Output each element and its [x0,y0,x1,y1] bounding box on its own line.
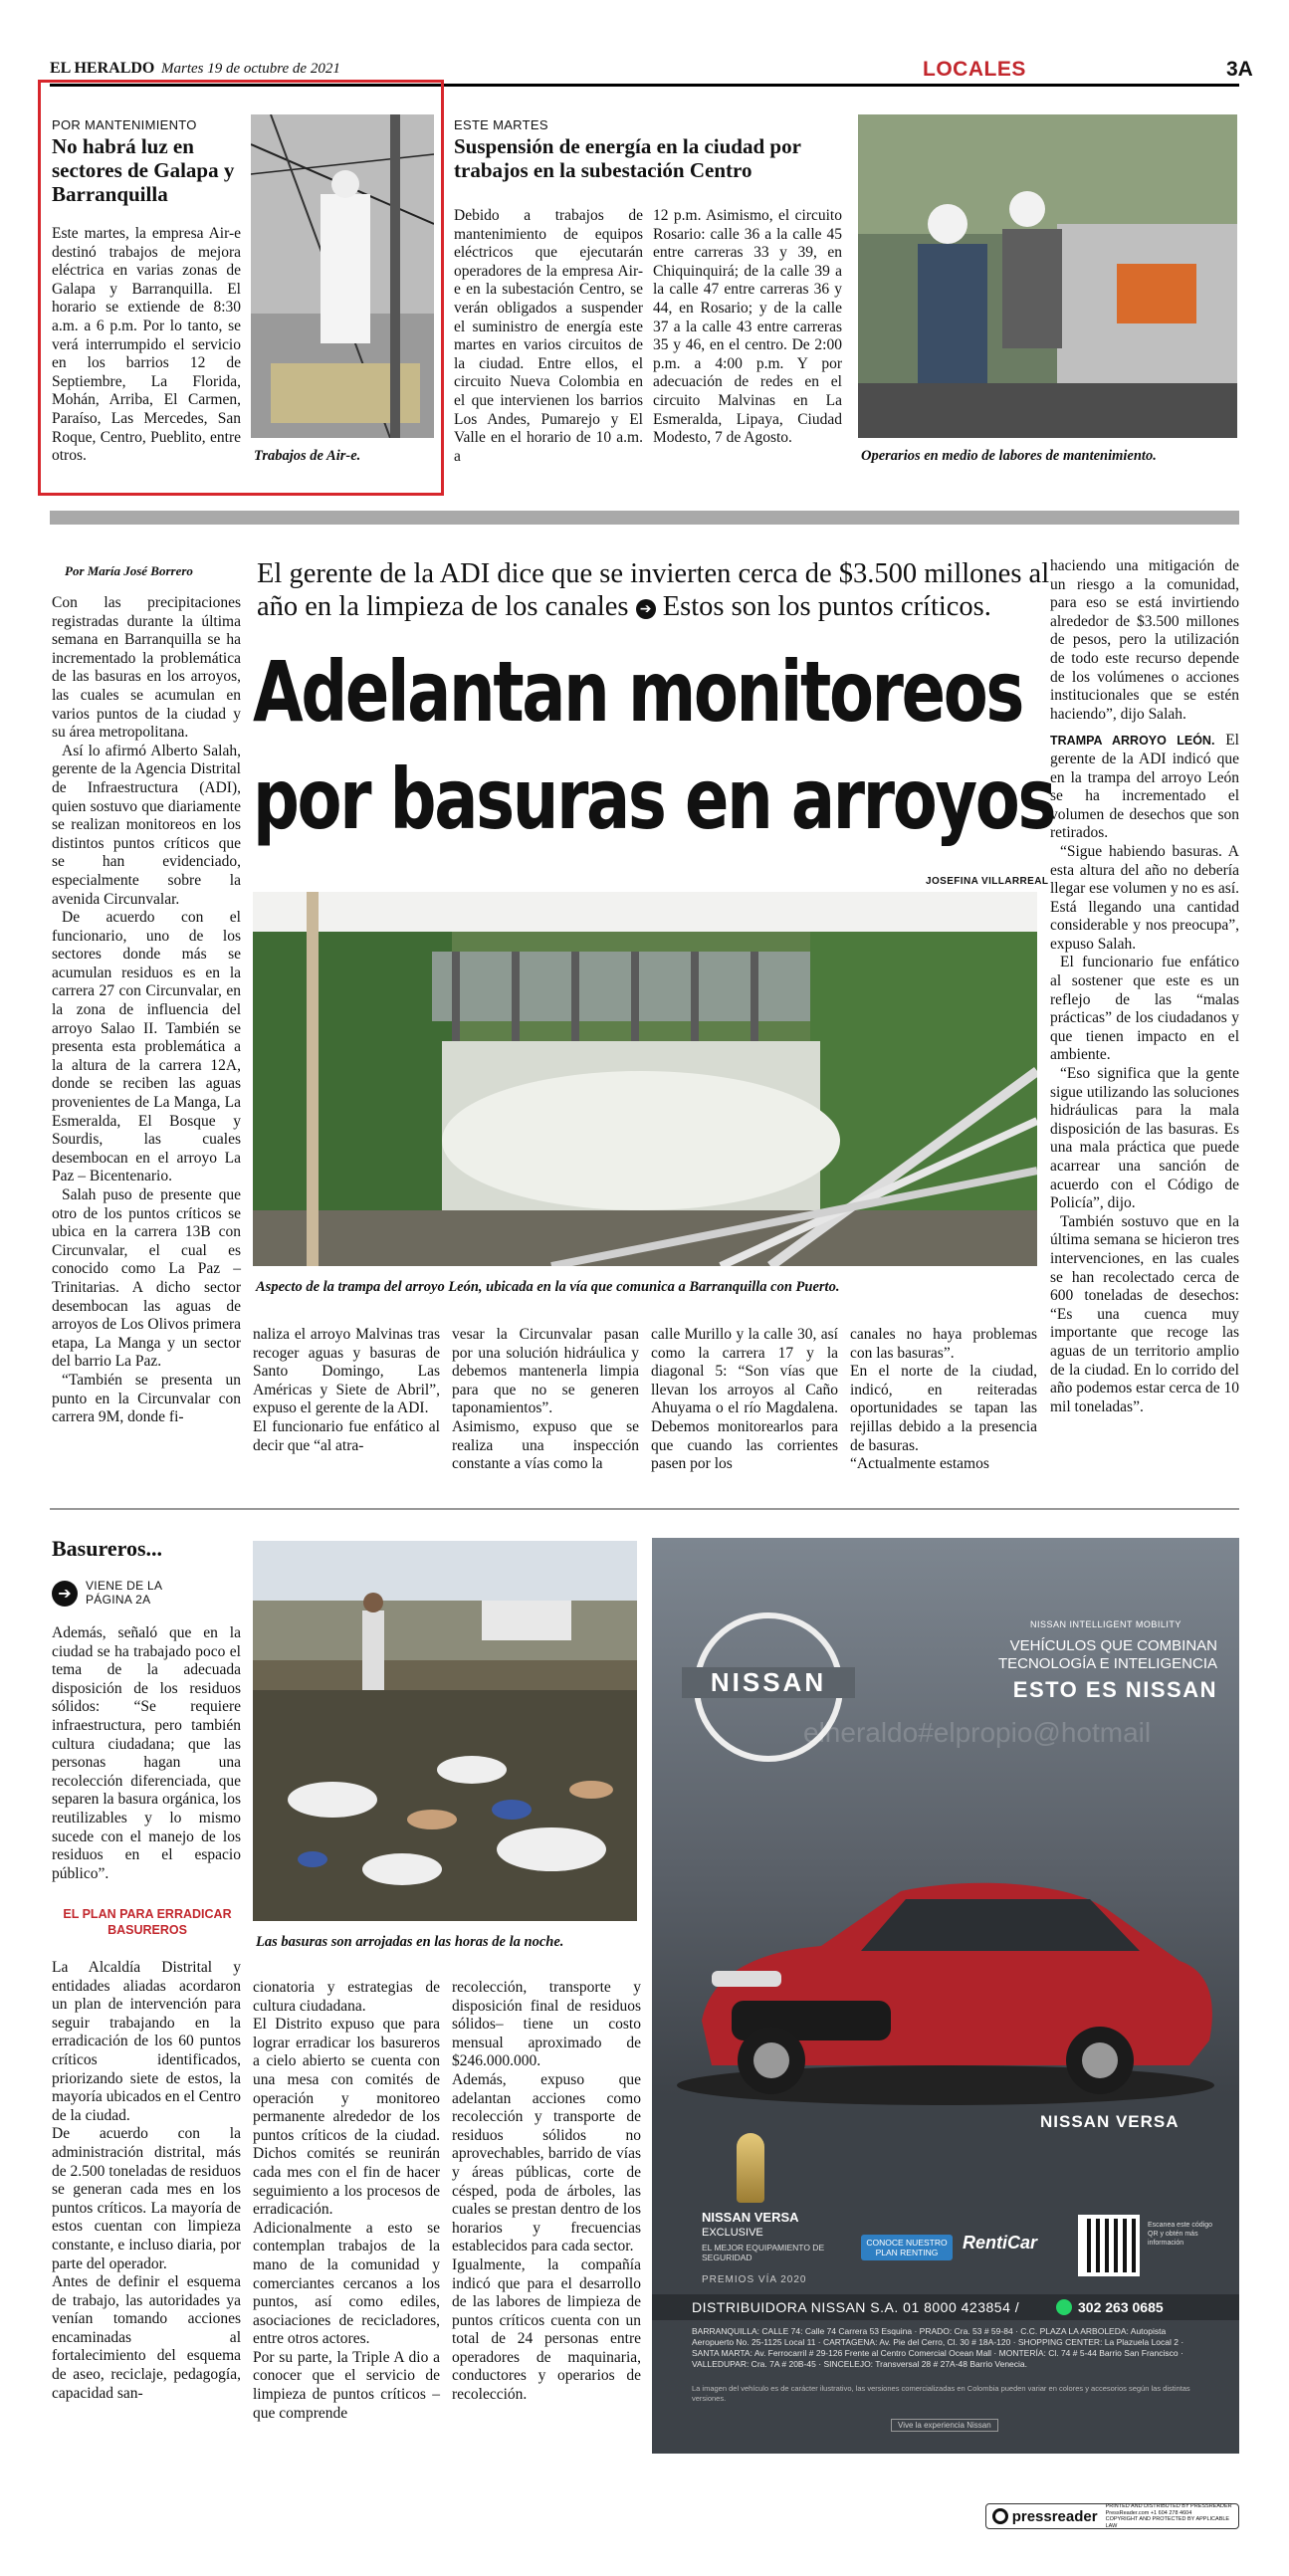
pressreader-printed: PRINTED AND DISTRIBUTED BY PRESSREADER [1105,2503,1232,2509]
brief1-body: Este martes, la empresa Air-e destinó trabajos de mejora eléctrica en varias zonas de Galapa y Barranquilla. El horario se extiende de 8:30 a.m. a 6 p.m. Por lo tanto, se verá interrumpido el servicio en los barrios 12 de Septiembre, La Florida, Mohán, Arriba, El Carmen, Paraíso, Las Mercedes, San Roque, Centro, Pueblito, entre otros. [52,225,241,465]
main-photo [253,892,1037,1266]
jump-arrow-icon: ➔ [52,1581,78,1607]
main-right-p4: El funcionario fue enfático al sostener que este es un reflejo de las “malas prácticas” de los ciudadanos y que tienen impacto en el ambiente. [1050,954,1239,1064]
main-right-kicker: TRAMPA ARROYO LEÓN. [1050,734,1215,749]
car-image [672,1851,1219,2110]
ad-addresses: BARRANQUILLA: CALLE 74: Calle 74 Carrera 53 Esquina · PRADO: Cra. 53 # 59-84 · C.C. PLAZA LA ARBOLEDA: Autopista Aeropuerto No. 25-1125 Local 11 · CARTAGENA: Av. Pie del Cerro, Cl. 30 # 18A-120 · SHOPPING CENTER: La Plazuela Local 2 · SANTA MARTA: Av. Ferrocarril # 29-126 Frente al Centro Comercial Ocean Mall · MONTERÍA: Cl. 74 # 5-44 Barrio San Francisco · VALLEDUPAR: Cra. 7A # 20B-45 · SINCELEJO: Transversal 28 # 27A-48 Barrio Venecia. [692,2326,1184,2369]
page-header [50,58,1253,82]
ad-tag3: ESTO ES NISSAN [1012,1677,1217,1702]
ad-brand: NISSAN [682,1667,855,1698]
main-title-line2: por basuras en arroyos [253,751,1055,848]
ad-tag1: VEHÍCULOS QUE COMBINAN [1009,1637,1217,1654]
ad-watermark: elheraldo#elpropio@hotmail [803,1717,1152,1748]
renticar-logo: RentiCar [963,2233,1038,2253]
brief1-caption: Trabajos de Air-e. [254,448,361,464]
basureros-subhead: EL PLAN PARA ERRADICAR BASUREROS [63,1907,232,1937]
ad-tag-small: NISSAN INTELLIGENT MOBILITY [1030,1619,1182,1629]
brief2-title: Suspensión de energía en la ciudad por trabajos en la subestación Centro [454,134,801,182]
brief2-photo [858,114,1237,438]
qr-code-icon [1078,2215,1140,2276]
page-number: 3A [1226,58,1253,81]
main-right-p5: “Eso significa que la gente sigue utilizando las soluciones hidráulicas para la mala disposición de las basuras. Es una mala práctica que puede acarrear una sanción de acuerdo con el Código de Policía”, dijo. [1050,1065,1239,1212]
ad-distributor: DISTRIBUIDORA NISSAN S.A. 01 8000 423854 / [692,2299,1020,2315]
whatsapp-icon [1056,2299,1072,2315]
paper-name: EL HERALDO [50,60,155,77]
brief2-caption: Operarios en medio de labores de mantenimiento. [861,448,1157,464]
main-right-p6: También sostuvo que en la última semana se hicieron tres intervenciones, en las cuales se han recolectado cerca de 600 toneladas de desechos: “Es una cuenca muy importante que recoge las aguas de un territorio amplio de la ciudad. En lo corrido del año podemos estar cerca de 10 mil toneladas”. [1050,1212,1239,1415]
ad-whatsapp: 302 263 0685 [1078,2299,1164,2315]
main-bottom-col2: vesar la Circunvalar pasan por una solución hidráulica y debemos mantenerla limpia para que no se generen taponamientos”. Asimismo, expuso que se realiza una inspección constante a vías como la [452,1326,639,1473]
main-deck-text: El gerente de la ADI dice que se invierten cerca de $3.500 millones al año en la limpieza de los canales [257,558,1050,622]
pressreader-icon [992,2508,1008,2524]
main-right-p3: “Sigue habiendo basuras. A esta altura del año no debería llegar ese volumen y no es así. Está llegando una cantidad considerable y nos preocupa”, expuso Salah. [1050,842,1239,953]
pressreader-copyright: COPYRIGHT AND PROTECTED BY APPLICABLE LAW [1105,2516,1230,2529]
ad-tag2: TECNOLOGÍA E INTELIGENCIA [997,1655,1217,1672]
brief1-photo [251,114,434,438]
award-title: NISSAN VERSA [702,2210,799,2225]
qr-text: Escanea este código QR y obtén más información [1148,2222,1212,2247]
main-deck-link: Estos son los puntos críticos. [662,591,991,622]
brief2-kicker: ESTE MARTES [454,117,548,132]
brief2-col2: 12 p.m. Asimismo, el circuito Rosario: calle 36 a la calle 45 entre carreras 33 y 39, en Chiquinquirá; de la calle 39 a la calle 47 entre carreras 36 y 44, en Rosario; y de la calle 37 a la calle 43 entre carreras 35 y 46, en el centro. De 2:00 p.m. a 4:00 p.m. Y por adecuación de redes en el circuito Malvinas en La Esmeralda, Lipaya, Ciudad Modesto, 7 de Agosto. [653,207,842,447]
photo-credit: JOSEFINA VILLARREAL [926,876,1049,887]
main-bottom-col4: canales no haya problemas con las basuras”. En el norte de la ciudad, indicó, en reiteradas oportunidades se tapan las rejillas debido a la presencia de basuras. “Actualmente estamos [850,1326,1037,1473]
header-date: Martes 19 de octubre de 2021 [161,61,340,77]
brief1-title: No habrá luz en sectores de Galapa y Barranquilla [52,134,235,206]
main-right-p1: haciendo una mitigación de un riesgo a la comunidad, para eso se está invirtiendo alrededor de $3.500 millones de pesos, pero la utilización de todo este recurso depende de los volúmenes o acciones institucionales que se estén haciendo”, dijo Salah. [1050,557,1239,723]
basureros-photo [253,1541,637,1921]
trophy-icon [737,2133,764,2203]
main-left-column [52,594,241,1427]
award-desc: EL MEJOR EQUIPAMIENTO DE SEGURIDAD [702,2243,825,2262]
pressreader-logo [985,2503,1239,2529]
arrow-right-icon: ➔ [636,599,656,619]
main-right-p2 [1050,732,1239,843]
main-title-line1: Adelantan monitoreos [253,643,1023,741]
main-left-p4: Salah puso de presente que otro de los puntos críticos se ubica en la carrera 13B con Circunvalar, el cual es conocido como La Paz – Trinitarias. A dicho sector desembocan las aguas de arroyos de Los Olivos primera etapa, La Manga y un sector del barrio La Paz. [52,1186,241,1371]
main-left-p5: “También se presenta un punto en la Circunvalar con carrera 9M, donde fi- [52,1371,241,1426]
section-divider [50,511,1239,525]
ad-social: Vive la experiencia Nissan [891,2419,998,2432]
main-byline: Por María José Borrero [65,563,193,578]
main-caption: Aspecto de la trampa del arroyo León, ubicada en la vía que comunica a Barranquilla con Puerto. [256,1279,840,1295]
basureros-col2: cionatoria y estrategias de cultura ciudadana. El Distrito expuso que para lograr erradicar los basureros a cielo abierto se cuenta con una mesa con comités de operación y monitoreo permanente alrededor de los puntos críticos de la ciudad. Dichos comités se reunirán cada mes con el fin de hacer seguimiento a los procesos de erradicación. Adicionalmente a esto se contemplan trabajos de la mano de la comunidad y comerciantes cercanos a los puntos, así como ediles, asociaciones de recicladores, entre otros actores. Por su parte, la Triple A dio a conocer que el servicio de limpieza de puntos críticos –que comprende [253,1979,440,2422]
renting-button[interactable]: CONOCE NUESTRO PLAN RENTING [861,2235,953,2260]
nissan-ad [652,1538,1239,2454]
main-left-p2: Así lo afirmó Alberto Salah, gerente de la Agencia Distrital de Infraestructura (ADI), quien sostuvo que diariamente se realizan monitoreos en los distintos puntos críticos que se han evidenciado, especialmente sobre la avenida Circunvalar. [52,742,241,908]
basureros-col1: La Alcaldía Distrital y entidades aliadas acordaron un plan de intervención para seguir trabajando en la erradicación de los 60 puntos críticos identificados, priorizando siete de estos, la mayoría ubicados en el Centro de la ciudad. De acuerdo con la administración distrital, más de 2.500 toneladas de residuos se generan cada mes en los puntos críticos. La mayoría de estos cuentan con limpieza constante, e incluso diaria, por parte del operador. Antes de definir el esquema de trabajo, las autoridades ya venían tomando acciones encaminadas al fortalecimiento del esquema de aseo, reciclaje, pedagogía, capacidad san- [52,1959,241,2402]
main-left-p3: De acuerdo con el funcionario, uno de los sectores donde más se acumulan residuos es en la carrera 27 con Circunvalar, en la zona de influencia del arroyo Salao II. También se presenta esta problemática a la altura de la carrera 12A, donde se reciben las aguas provenientes de La Manga, La Esmeralda, El Bosque y Sourdis, las cuales desembocan en el arroyo La Paz – Bicentenario. [52,909,241,1185]
section-name: LOCALES [923,58,1026,81]
main-bottom-col1: naliza el arroyo Malvinas tras recoger aguas y basuras de Santo Domingo, Las Américas y Siete de Abril”, expuso el gerente de la ADI. El funcionario fue enfático al decir que “al atra- [253,1326,440,1454]
basureros-col3: recolección, transporte y disposición final de residuos sólidos– tiene un costo mensual aproximado de $246.000.000. Además, expuso que adelantan acciones como recolección y transporte de residuos sólidos no aprovechables, barrido de vías y áreas públicas, corte de césped, poda de árboles, las cuales se prestan dentro de los horarios y frecuencias establecidos para cada sector. Igualmente, la compañía indicó que para el desarrollo de las labores de limpieza de puntos críticos cuenta con un total de 24 personas entre operadores de maquinaria, conductores y operarios de recolección. [452,1979,641,2404]
main-bottom-col3: calle Murillo y la calle 30, así como la carrera 17 y la diagonal 5: “Son vías que llevan los arroyos al Caño Ahuyama o el río Magdalena. Debemos monitorearlos para que cuando las corrientes pasen por los [651,1326,838,1473]
ad-model: NISSAN VERSA [1040,2112,1180,2131]
main-left-p1: Con las precipitaciones registradas durante la última semana en Barranquilla se ha incrementado la problemática de las basuras en los arroyos, las cuales se acumulan en varios puntos de la ciudad y su área metropolitana. [52,594,241,742]
lower-rule [50,1508,1239,1510]
award-prize: PREMIOS VÍA 2020 [702,2274,807,2285]
basureros-caption: Las basuras son arrojadas en las horas de la noche. [256,1934,564,1950]
main-right-p2-text: El gerente de la ADI indicó que en la trampa del arroyo León se ha incrementado el volumen de desechos que son retirados. [1050,732,1239,842]
main-right-column [1050,557,1239,1416]
basureros-intro: Además, señaló que en la ciudad se ha trabajado poco el tema de la adecuada disposición de los residuos sólidos: “Se requiere infraestructura, pero también cultura ciudadana; que las personas hagan una recolección diferenciada, que separen la basura orgánica, los reutilizables y lo mismo sucede con el manejo de los residuos en el espacio público”. [52,1624,241,1882]
main-deck [257,557,1053,623]
pressreader-info [1106,2503,1238,2529]
pressreader-name: pressreader [1011,2507,1098,2525]
brief2-col1: Debido a trabajos de mantenimiento de equipos eléctricos que ejecutarán operadores de la empresa Air-e en la subestación Centro, se verán obligados a suspender el suministro de energía este martes en varios circuitos de la ciudad. Entre ellos, el circuito Nueva Colombia en el que intervienen los barrios Los Andes, Pumarejo y El Valle en el horario de 10 a.m. a [454,207,643,465]
brief1-kicker: POR MANTENIMIENTO [52,117,197,132]
pressreader-phone: PressReader.com +1 604 278 4604 [1105,2509,1192,2516]
award-sub: EXCLUSIVE [702,2227,763,2239]
ad-disclaimer: La imagen del vehículo es de carácter ilustrativo, las versiones comercializadas en Colombia pueden variar en colores y accesorios según las distintas versiones. [692,2384,1190,2403]
basureros-jump: VIENE DE LA PÁGINA 2A [86,1579,162,1607]
basureros-title: Basureros... [52,1536,163,1561]
